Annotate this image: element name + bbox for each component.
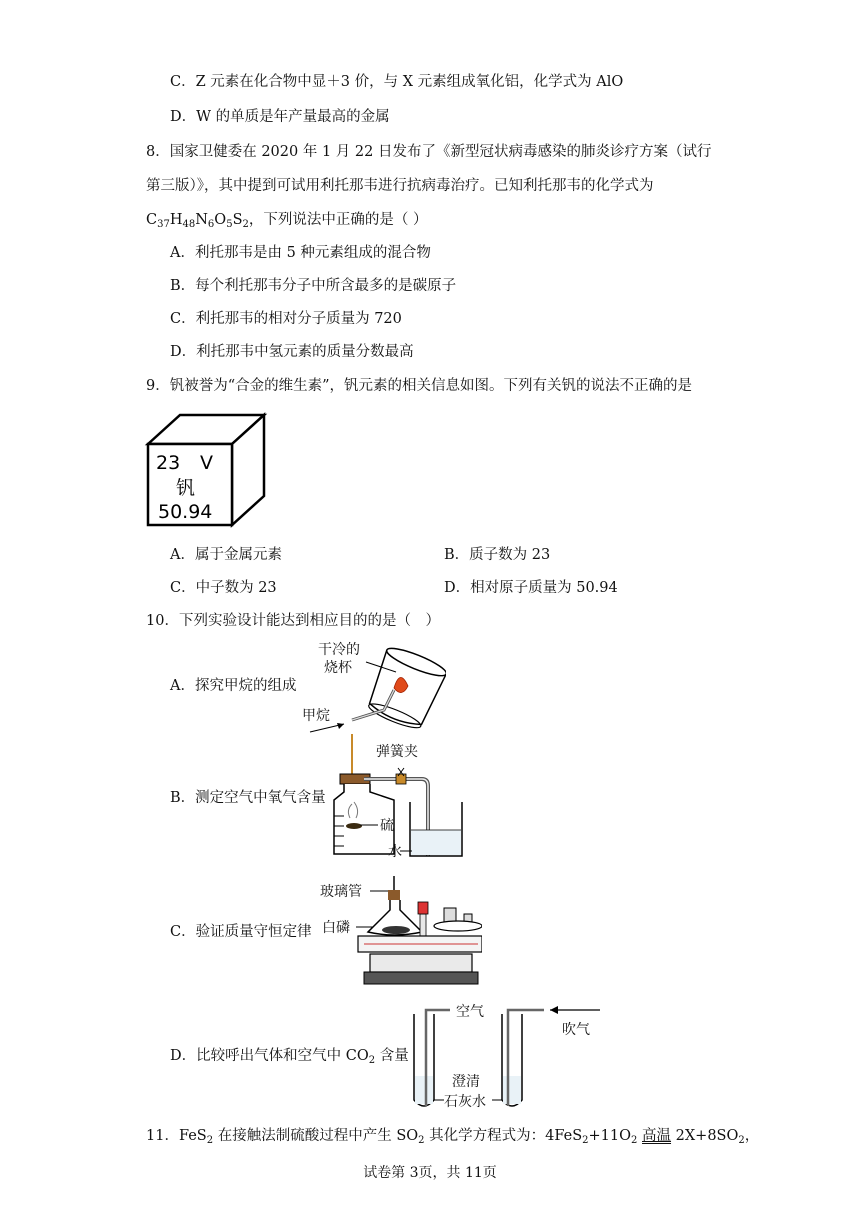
svg-text:甲烷: 甲烷 <box>302 708 330 724</box>
q10-option-b: B．测定空气中氧气含量 <box>170 790 326 806</box>
svg-text:玻璃管: 玻璃管 <box>320 884 362 900</box>
svg-text:澄清: 澄清 <box>452 1074 480 1090</box>
svg-text:烧杯: 烧杯 <box>324 660 352 676</box>
q10-option-a: A．探究甲烷的组成 <box>170 678 297 694</box>
element-number: 23 <box>156 452 181 474</box>
element-name: 钒 <box>176 477 196 499</box>
svg-text:弹簧夹: 弹簧夹 <box>376 744 418 760</box>
reaction-condition: 高温 <box>642 1128 672 1144</box>
page-footer: 试卷第 3页，共 11页 <box>363 1165 497 1181</box>
q8-stem-line2: 第三版）》，其中提到可试用利托那韦进行抗病毒治疗。已知利托那韦的化学式为 <box>146 178 654 194</box>
svg-text:硫: 硫 <box>380 818 394 834</box>
svg-text:白磷: 白磷 <box>322 920 350 936</box>
q9-option-c: C．中子数为 23 <box>170 580 277 596</box>
q10-option-c: C．验证质量守恒定律 <box>170 924 312 940</box>
q9-option-d: D．相对原子质量为 50.94 <box>444 580 618 596</box>
svg-text:干冷的: 干冷的 <box>318 642 360 658</box>
q10-stem: 10．下列实验设计能达到相应目的的是（ ） <box>146 613 440 629</box>
q8-option-b: B．每个利托那韦分子中所含最多的是碳原子 <box>170 278 457 294</box>
vanadium-element-cube <box>140 412 270 528</box>
mass-conservation-apparatus <box>318 872 482 994</box>
q8-stem-line3: $C_{37}H_{48}N_6O_5S_2$，下列说法中正确的是（ ） <box>146 212 428 230</box>
co2-comparison-apparatus <box>404 996 614 1116</box>
svg-text:石灰水: 石灰水 <box>444 1094 486 1110</box>
q8-option-c: C．利托那韦的相对分子质量为 720 <box>170 311 402 327</box>
element-symbol: V <box>200 452 213 474</box>
svg-text:空气: 空气 <box>456 1004 484 1020</box>
methane-combustion-figure <box>296 638 446 738</box>
oxygen-content-apparatus <box>330 732 470 860</box>
q8-stem-line1: 8．国家卫健委在 2020 年 1 月 22 日发布了《新型冠状病毒感染的肺炎诊疗方案（试行 <box>146 144 712 160</box>
svg-text:吹气: 吹气 <box>562 1022 590 1038</box>
q9-option-b: B．质子数为 23 <box>444 547 551 563</box>
q9-stem: 9．钒被誉为“合金的维生素”，钒元素的相关信息如图。下列有关钒的说法不正确的是 <box>146 378 693 394</box>
q10-option-d: D．比较呼出气体和空气中 $CO_2$ 含量 <box>170 1048 409 1066</box>
q8-option-a: A．利托那韦是由 5 种元素组成的混合物 <box>170 245 431 261</box>
element-mass: 50.94 <box>158 501 213 523</box>
q9-option-a: A．属于金属元素 <box>170 547 282 563</box>
q8-option-d: D．利托那韦中氢元素的质量分数最高 <box>170 344 414 360</box>
svg-text:水: 水 <box>388 844 402 860</box>
q7-option-c: C．Z 元素在化合物中显＋3 价，与 X 元素组成氧化铝，化学式为 AlO <box>170 74 624 90</box>
q7-option-d: D．W 的单质是年产量最高的金属 <box>170 109 390 125</box>
q11-stem: 11．FeS$_2$ 在接触法制硫酸过程中产生 $SO_2$ 其化学方程式为：$4FeS_2+11O_2$ 高温 $2X+8SO_2$， <box>146 1128 760 1146</box>
